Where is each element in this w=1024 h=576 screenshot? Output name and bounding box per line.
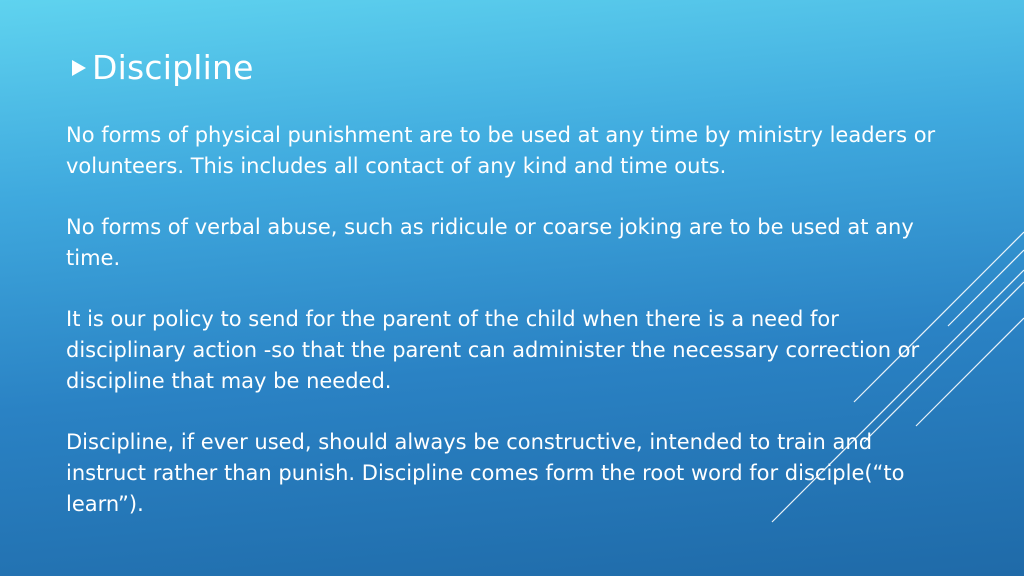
title-row (72, 48, 254, 88)
slide-body (66, 120, 946, 550)
paragraph-constructive-discipline: Discipline, if ever used, should always be constructive, intended to train and instruct rather than punish. Discipline comes form the root word for disciple(“to learn”). (66, 430, 905, 516)
paragraph-verbal-abuse: No forms of verbal abuse, such as ridicule or coarse joking are to be used at any time. (66, 215, 914, 270)
triangle-right-icon (72, 60, 86, 76)
paragraph-physical-punishment: No forms of physical punishment are to be used at any time by ministry leaders or volunteers. This includes all contact of any kind and time outs. (66, 123, 936, 178)
slide-title: Discipline (92, 48, 254, 87)
paragraph-parent-policy: It is our policy to send for the parent of the child when there is a need for disciplinary action -so that the parent can administer the necessary correction or discipline that may be needed. (66, 307, 920, 393)
